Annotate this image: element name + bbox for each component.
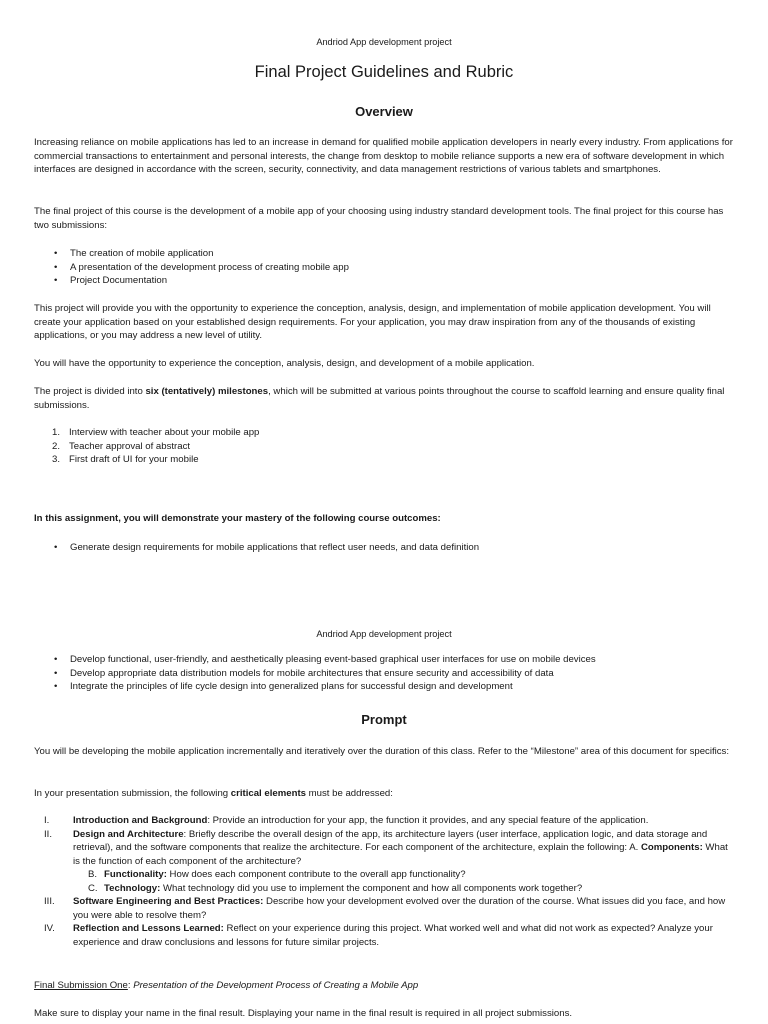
bullet-icon: • (54, 275, 58, 286)
bullet-icon: • (54, 654, 58, 665)
submissions-list (54, 247, 734, 288)
page-header: Andriod App development project (316, 37, 452, 47)
overview-heading: Overview (355, 104, 413, 119)
list-item: II. Design and Architecture: Briefly describe the overall design of the app, its architecture layers (user interface, application logic, and data storage and retrieval), and the software components that realize the architecture. For each component of the architecture, explain the following: A. Components: What is the function of each component of the architecture? (44, 828, 728, 867)
critical-elements-intro: In your presentation submission, the following critical elements must be addressed: (34, 788, 393, 799)
milestones-list (52, 426, 732, 467)
bullet-icon: • (54, 681, 58, 692)
bullet-icon: • (54, 261, 58, 273)
page-header: Andriod App development project (316, 629, 452, 639)
list-item: • Generate design requirements for mobile applications that reflect user needs, and data definition (54, 542, 480, 553)
list-item: B. Functionality: How does each component contribute to the overall app functionality? (88, 869, 466, 880)
bullet-icon: • (54, 542, 58, 553)
list-item: 1. Interview with teacher about your mobile app (52, 427, 260, 438)
final-submission-heading: Final Submission One: Presentation of the Development Process of Creating a Mobile App (34, 980, 419, 991)
outcomes-list-page2 (54, 653, 734, 694)
overview-paragraph-1: Increasing reliance on mobile applications has led to an increase in demand for qualified mobile application developers in nearly every industry. From applications for commercial transactions to entertainment and personal interests, the change from desktop to mobile reliance supports a new era of software development in which interfaces are designed in accordance with the screen, security, connectivity, and data management restrictions of various tablets and smartphones. (34, 137, 733, 175)
overview-paragraph-3: This project will provide you with the opportunity to experience the conception, analysis, design, and implementation of mobile application development. You will create your application based on your established design requirements. For your application, you may draw inspiration from any of the thousands of existing applications, or you may address a new level of utility. (34, 303, 711, 341)
list-item: • Project Documentation (54, 275, 168, 286)
outcomes-heading: In this assignment, you will demonstrate your mastery of the following course outcomes: (34, 513, 441, 524)
list-item: IV. Reflection and Lessons Learned: Reflect on your experience during this project. What worked well and what did not work as expected? Analyze your experience and draw conclusions and lessons for future similar projects. (44, 923, 713, 948)
outcomes-list-page1 (54, 541, 734, 555)
critical-elements-list (34, 814, 734, 949)
bullet-icon: • (54, 667, 58, 679)
list-item: III. Software Engineering and Best Practices: Describe how your development evolved over the duration of the course. What issues did you face, and how you were able to resolve them? (44, 896, 726, 921)
list-item: • A presentation of the development process of creating mobile app (54, 261, 349, 273)
prompt-paragraph: You will be developing the mobile application incrementally and iteratively over the duration of this class. Refer to the “Milestone” area of this document for specifics: (34, 746, 730, 757)
bullet-icon: • (54, 248, 58, 259)
list-item: • Integrate the principles of life cycle design into generalized plans for successful design and development (54, 681, 513, 692)
overview-paragraph-2: The final project of this course is the development of a mobile app of your choosing using industry standard development tools. The final project for this course has two submissions: (34, 206, 724, 231)
list-item: C. Technology: What technology did you use to implement the component and how all components work together? (88, 882, 583, 894)
list-item: 3. First draft of UI for your mobile (52, 454, 199, 465)
list-item: 2. Teacher approval of abstract (52, 440, 191, 452)
list-item: • Develop functional, user-friendly, and aesthetically pleasing event-based graphical user interfaces for use on mobile devices (54, 654, 596, 665)
page-title: Final Project Guidelines and Rubric (254, 63, 514, 81)
final-note: Make sure to display your name in the final result. Displaying your name in the final result is required in all project submissions. (34, 1008, 573, 1019)
list-item: • Develop appropriate data distribution models for mobile architectures that ensure security and accessibility of data (54, 667, 554, 679)
list-item: I. Introduction and Background: Provide an introduction for your app, the function it provides, and any special feature of the application. (44, 815, 649, 826)
prompt-heading: Prompt (361, 712, 407, 727)
list-item: • The creation of mobile application (54, 248, 214, 259)
overview-paragraph-4: You will have the opportunity to experience the conception, analysis, design, and development of a mobile application. (34, 358, 535, 369)
milestones-paragraph: The project is divided into six (tentatively) milestones, which will be submitted at various points throughout the course to scaffold learning and ensure quality final submissions. (34, 386, 725, 411)
